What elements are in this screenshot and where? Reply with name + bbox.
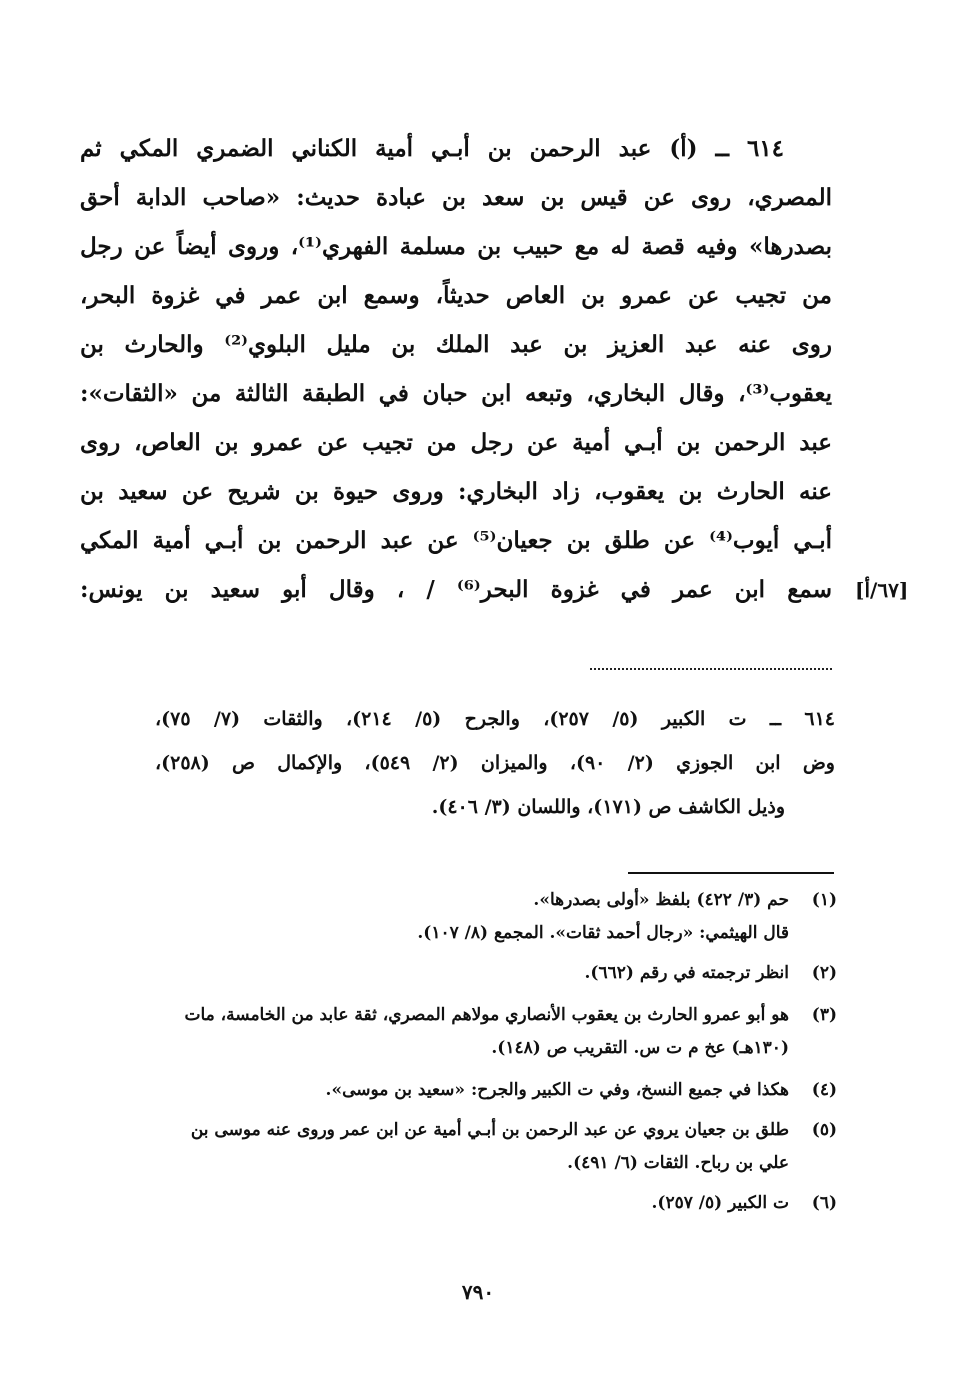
footnote-number: (٢) <box>811 963 837 983</box>
main-text-line: أبـي أيوب⁽⁴⁾ عن طلق بن جعيان⁽⁵⁾ عن عبد الرحمن بن أبـي أمية المكي <box>80 527 832 554</box>
main-text-line: عبد الرحمن بن أبـي أمية عن رجل من تجيب عن عمرو بن العاص، روى <box>80 429 832 456</box>
footnote-text: حم (٣/ ٤٢٢) بلفظ «أولى بصدرها». <box>533 890 789 910</box>
footnote <box>92 1114 837 1180</box>
footnote-number: (٣) <box>811 1005 837 1025</box>
footnote <box>92 1187 837 1220</box>
main-text-line: من تجيب عن عمرو بن العاص حديثاً، وسمع ابن عمر في غزوة البحر، <box>80 282 832 309</box>
footnote-number: (١) <box>811 890 837 910</box>
main-text-line: روى عنه عبد العزيز بن عبد الملك بن مليل البلوي⁽²⁾ والحارث بن <box>80 331 832 358</box>
footnote-text: انظر ترجمته في رقم (٦٦٢). <box>584 963 789 983</box>
footnote <box>92 1074 837 1107</box>
main-text-line: عنه الحارث بن يعقوب، زاد البخاري: وروى حيوة بن شريح عن سعيد بن <box>80 478 832 505</box>
footnote-text: علي بن رباح. الثقات (٦/ ٤٩١). <box>567 1153 789 1173</box>
footnote <box>92 884 837 950</box>
footnote-text: قال الهيثمي: «رجال أحمد ثقات». المجمع (٨/ ١٠٧). <box>417 923 789 943</box>
main-text <box>80 124 832 614</box>
main-text-line: بصدرها» وفيه قصة له مع حبيب بن مسلمة الفهري⁽¹⁾، وروى أيضاً عن رجل <box>80 233 832 260</box>
footnote-number: (٥) <box>811 1120 837 1140</box>
main-text-line: المصري، روى عن قيس بن سعد بن عبادة حديث: «صاحب الدابة أحق <box>80 184 832 211</box>
sources-line: ٦١٤ ــ ت الكبير (٥/ ٢٥٧)، والجرح (٥/ ٢١٤)، والثقات (٧/ ٧٥)، <box>155 708 835 730</box>
main-text-line: ٦١٤ ــ (أ) عبد الرحمن بن أبـي أمية الكناني الضمري المكي ثم <box>80 135 784 162</box>
footnote-number: (٦) <box>811 1193 837 1213</box>
footnote <box>92 957 837 990</box>
footnote-text: هو أبو عمرو الحارث بن يعقوب الأنصاري مولاهم المصري، ثقة عابد من الخامسة، مات <box>184 1005 789 1025</box>
main-text-line: يعقوب⁽³⁾، وقال البخاري، وتبعه ابن حبان في الطبقة الثالثة من «الثقات»: <box>80 380 832 407</box>
manuscript-folio-marker: [٦٧/أ] <box>855 578 909 602</box>
sources-line: وذيل الكاشف ص (١٧١)، واللسان (٣/ ٤٠٦). <box>431 796 785 818</box>
page-number: ٧٩٠ <box>461 1280 495 1304</box>
footnote-text: طلق بن جعيان يروي عن عبد الرحمن بن أبـي أمية عن ابن عمر وروى عنه موسى بن <box>190 1120 789 1140</box>
footnote-text: هكذا في جميع النسخ، وفي ت الكبير والجرح: «سعيد بن موسى». <box>325 1080 789 1100</box>
footnote-text: ت الكبير (٥/ ٢٥٧). <box>651 1193 789 1213</box>
footnote-text: (١٣٠هـ) عخ م ت س. التقريب ص (١٤٨). <box>491 1038 789 1058</box>
footnote <box>92 999 837 1065</box>
dotted-separator <box>590 668 832 674</box>
sources-line: وض ابن الجوزي (٢/ ٩٠)، والميزان (٢/ ٥٤٩)، والإكمال ص (٢٥٨)، <box>155 752 835 774</box>
footnote-rule <box>628 872 834 874</box>
footnote-number: (٤) <box>811 1080 837 1100</box>
sources-block <box>155 697 835 829</box>
main-text-line: سمع ابن عمر في غزوة البحر⁽⁶⁾ / ، وقال أبو سعيد بن يونس: <box>80 576 832 603</box>
footnotes <box>92 884 837 1220</box>
